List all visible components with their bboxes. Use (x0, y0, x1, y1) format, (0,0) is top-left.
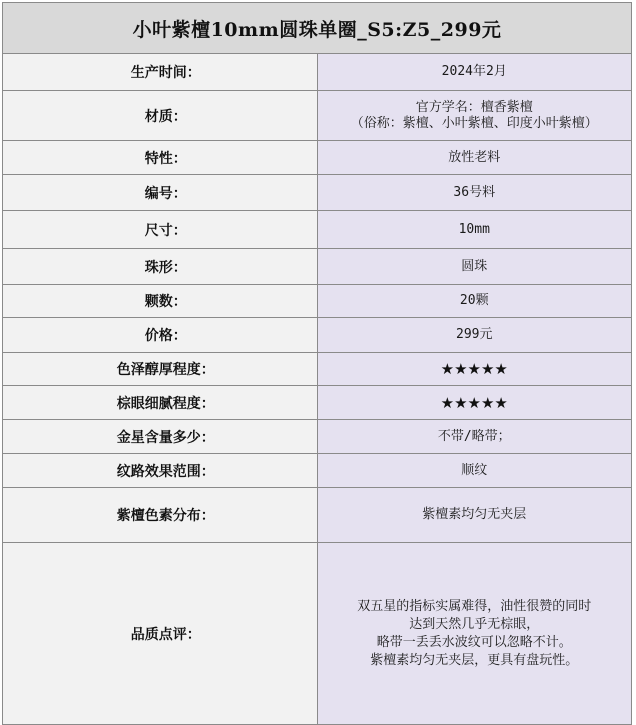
row-label (3, 141, 318, 175)
row-label (3, 91, 318, 141)
value-grain-effect: 顺纹 (461, 462, 488, 478)
value-price: 299元 (456, 327, 493, 342)
row-value (317, 211, 632, 249)
review-line-3: 略带一丢丢水波纹可以忽略不计。 (376, 634, 572, 650)
value-characteristic: 放性老料 (448, 149, 501, 165)
product-spec-table (2, 2, 632, 725)
label-characteristic: 特性： (144, 150, 187, 167)
row-value (317, 386, 632, 420)
row-value (317, 285, 632, 318)
row-label (3, 249, 318, 285)
row-label (3, 285, 318, 318)
row-label (3, 454, 318, 488)
value-production-time: 2024年2月 (441, 64, 507, 79)
row-value (317, 420, 632, 454)
star-rating-pores: ★★★★★ (440, 393, 508, 412)
row-value (317, 91, 632, 141)
row-label (3, 54, 318, 91)
row-label (3, 175, 318, 211)
value-serial-number: 36号料 (453, 184, 496, 200)
row-label (3, 420, 318, 454)
row-value (317, 141, 632, 175)
table-row (3, 353, 632, 386)
table-row (3, 488, 632, 543)
row-value (317, 454, 632, 488)
product-title: 小叶紫檀10mm圆珠单圈_S5:Z5_299元 (3, 3, 632, 54)
review-line-4: 紫檀素均匀无夹层，更具有盘玩性。 (370, 652, 579, 668)
table-row (3, 54, 632, 91)
label-color-richness: 色泽醇厚程度： (116, 362, 215, 378)
table-row (3, 454, 632, 488)
row-label (3, 353, 318, 386)
label-price: 价格： (144, 328, 187, 344)
label-material: 材质： (144, 108, 187, 125)
row-value (317, 353, 632, 386)
table-row (3, 543, 632, 725)
row-label (3, 488, 318, 543)
row-value (317, 175, 632, 211)
star-rating-color: ★★★★★ (440, 360, 508, 378)
row-label (3, 318, 318, 353)
table-row (3, 420, 632, 454)
review-line-1: 双五星的指标实属难得，油性很赞的同时 (357, 598, 592, 614)
table-row (3, 285, 632, 318)
table-row (3, 211, 632, 249)
value-gold-star-content: 不带/略带； (437, 428, 511, 444)
value-pigment-distribution: 紫檀素均匀无夹层 (422, 507, 527, 522)
title-row (3, 3, 632, 54)
value-bead-count: 20颗 (459, 293, 489, 308)
label-bead-count: 颗数： (144, 294, 187, 310)
quality-review-text (317, 543, 632, 725)
label-gold-star-content: 金星含量多少： (116, 429, 215, 446)
table-row (3, 175, 632, 211)
value-material-line-2: （俗称：紫檀、小叶紫檀、印度小叶紫檀） (350, 115, 598, 131)
label-size: 尺寸： (144, 222, 187, 239)
label-pigment-distribution: 紫檀色素分布： (116, 508, 215, 524)
value-material-line-1: 官方学名：檀香紫檀 (415, 99, 533, 115)
table-row (3, 141, 632, 175)
table-row (3, 386, 632, 420)
label-grain-effect: 纹路效果范围： (116, 463, 215, 480)
table-row (3, 318, 632, 353)
value-bead-shape: 圆珠 (461, 258, 488, 274)
label-serial-number: 编号： (144, 185, 187, 202)
row-value (317, 249, 632, 285)
row-value (317, 54, 632, 91)
row-value (317, 488, 632, 543)
label-quality-review: 品质点评： (130, 626, 201, 643)
row-label (3, 543, 318, 725)
label-bead-shape: 珠形： (144, 259, 187, 276)
table-row (3, 249, 632, 285)
row-label (3, 211, 318, 249)
value-size: 10mm (458, 221, 490, 237)
row-value (317, 318, 632, 353)
table-row (3, 91, 632, 141)
label-pore-fineness: 棕眼细腻程度： (116, 395, 215, 412)
row-label (3, 386, 318, 420)
label-production-time: 生产时间： (130, 65, 201, 81)
review-line-2: 达到天然几乎无棕眼， (409, 616, 540, 632)
